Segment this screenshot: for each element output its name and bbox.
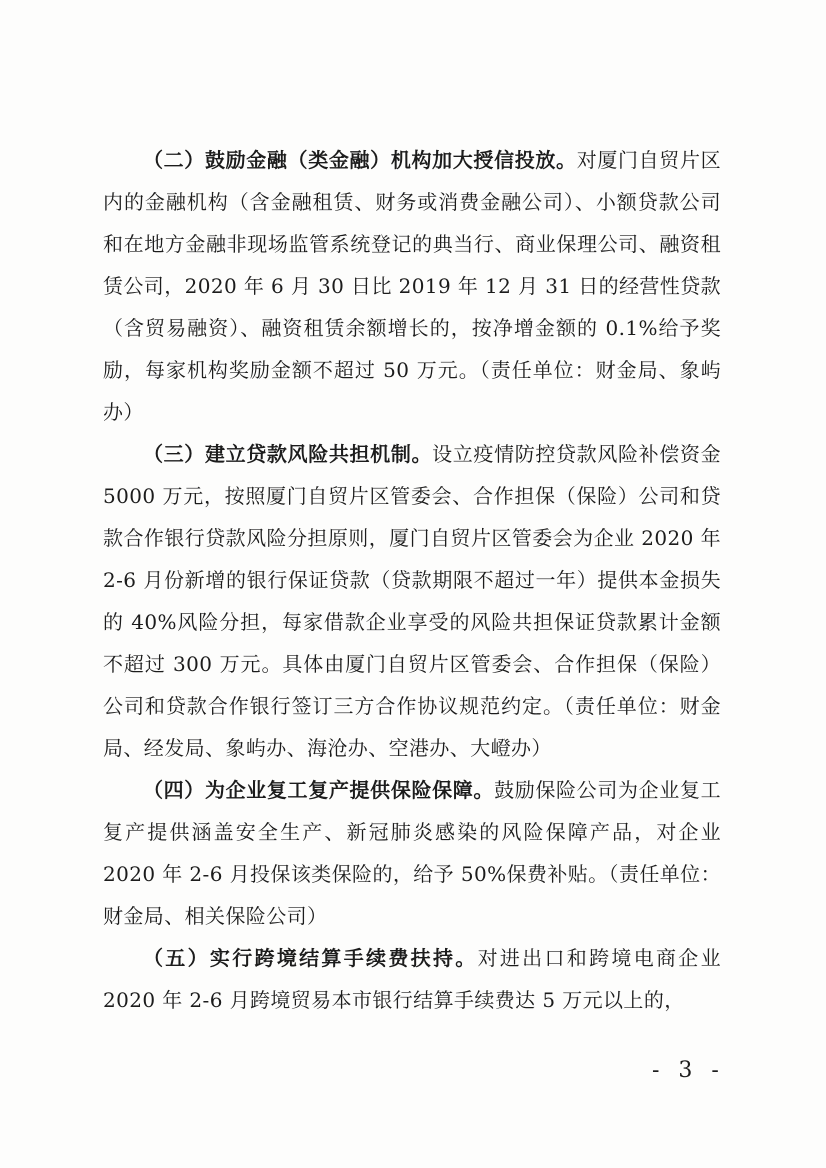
paragraph-heading: （二）鼓励金融（类金融）机构加大授信投放。 [143, 148, 577, 172]
paragraph-body: 对进出口和跨境电商企业 2020 年 2-6 月跨境贸易本市银行结算手续费达 5 万元以上的， [103, 946, 721, 1012]
paragraph-item-3 [103, 433, 721, 769]
paragraph-body: 鼓励保险公司为企业复工复产提供涵盖安全生产、新冠肺炎感染的风险保障产品，对企业 2020 年 2-6 月投保该类保险的，给予 50%保费补贴。（责任单位：财金局、相关保险公司） [103, 778, 721, 928]
paragraph-item-2 [103, 139, 721, 433]
paragraph-heading: （五）实行跨境结算手续费扶持。 [143, 946, 478, 970]
paragraph-body: 对厦门自贸片区内的金融机构（含金融租赁、财务或消费金融公司）、小额贷款公司和在地方金融非现场监管系统登记的典当行、商业保理公司、融资租赁公司，2020 年 6 月 30 日比 2019 年 12 月 31 日的经营性贷款（含贸易融资）、融资租赁余额增长的，按净增金额的 0.1%给予奖励，每家机构奖励金额不超过 50 万元。（责任单位：财金局、象屿办） [103, 148, 722, 424]
paragraph-item-5 [103, 937, 721, 1021]
document-body [103, 139, 721, 1021]
page-number: - 3 - [652, 1058, 725, 1083]
paragraph-body: 设立疫情防控贷款风险补偿资金 5000 万元，按照厦门自贸片区管委会、合作担保（保险）公司和贷款合作银行贷款风险分担原则，厦门自贸片区管委会为企业 2020 年 2-6 月份新增的银行保证贷款（贷款期限不超过一年）提供本金损失的 40%风险分担，每家借款企业享受的风险共担保证贷款累计金额不超过 300 万元。具体由厦门自贸片区管委会、合作担保（保险）公司和贷款合作银行签订三方合作协议规范约定。（责任单位：财金局、经发局、象屿办、海沧办、空港办、大嶝办） [103, 442, 721, 760]
paragraph-heading: （四）为企业复工复产提供保险保障。 [143, 778, 495, 802]
paragraph-heading: （三）建立贷款风险共担机制。 [143, 442, 433, 466]
paragraph-item-4 [103, 769, 721, 937]
